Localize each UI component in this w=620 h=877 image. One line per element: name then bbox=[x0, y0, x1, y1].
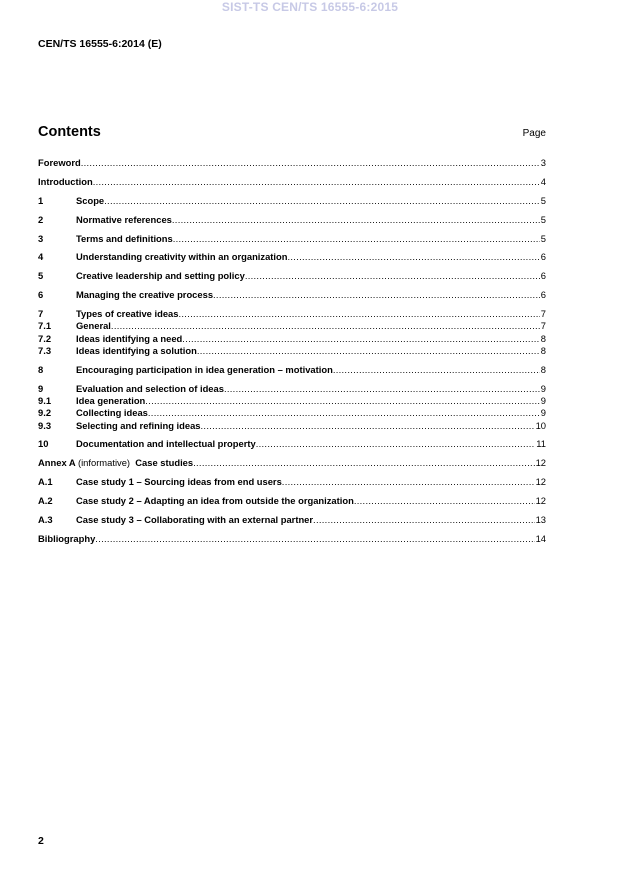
toc-number: 5 bbox=[38, 270, 44, 281]
toc-entry-7-1[interactable] bbox=[38, 320, 546, 332]
toc-title: Case study 3 – Collaborating with an external partner bbox=[76, 514, 314, 525]
toc-title: Ideas identifying a solution bbox=[76, 345, 197, 356]
toc-entry-a-2[interactable] bbox=[38, 495, 546, 507]
toc-page: 7 bbox=[540, 308, 546, 319]
page-column-label: Page bbox=[522, 128, 546, 139]
footer-page-number: 2 bbox=[38, 835, 44, 847]
toc-entry-8[interactable] bbox=[38, 364, 546, 376]
toc-title: Idea generation bbox=[76, 395, 146, 406]
toc-page: 8 bbox=[540, 333, 546, 344]
toc-number: 9.3 bbox=[38, 420, 52, 431]
annex-label: Annex A bbox=[38, 457, 76, 468]
toc-leader bbox=[245, 270, 540, 282]
toc-number: 9.2 bbox=[38, 407, 52, 418]
toc-title: Collecting ideas bbox=[76, 407, 148, 418]
toc-leader bbox=[95, 533, 534, 545]
toc-title: Normative references bbox=[76, 214, 172, 225]
toc-title: Terms and definitions bbox=[76, 233, 173, 244]
toc-leader bbox=[287, 251, 539, 263]
toc-number: 7.1 bbox=[38, 320, 52, 331]
toc-leader bbox=[333, 364, 540, 376]
toc-number: 9.1 bbox=[38, 395, 52, 406]
toc-page: 9 bbox=[540, 407, 546, 418]
toc-number: 7.2 bbox=[38, 333, 52, 344]
toc-entry-9[interactable] bbox=[38, 383, 546, 395]
toc-leader bbox=[145, 395, 539, 407]
toc-page: 12 bbox=[535, 476, 546, 487]
toc-page: 6 bbox=[540, 270, 546, 281]
toc-number: 8 bbox=[38, 364, 44, 375]
toc-title: Introduction bbox=[38, 176, 93, 187]
toc-entry-a-3[interactable] bbox=[38, 514, 546, 526]
toc-leader bbox=[182, 333, 540, 345]
toc-leader bbox=[282, 476, 535, 488]
toc-page: 5 bbox=[540, 195, 546, 206]
toc-title: Documentation and intellectual property bbox=[76, 438, 256, 449]
toc-title: Scope bbox=[76, 195, 105, 206]
toc-page: 4 bbox=[540, 176, 546, 187]
toc-entry-5[interactable] bbox=[38, 270, 546, 282]
toc-leader bbox=[354, 495, 535, 507]
toc-entry-7-2[interactable] bbox=[38, 333, 546, 345]
toc-entry-9-1[interactable] bbox=[38, 395, 546, 407]
toc-title: Evaluation and selection of ideas bbox=[76, 383, 224, 394]
toc-page: 12 bbox=[535, 495, 546, 506]
toc-entry-1[interactable] bbox=[38, 195, 546, 207]
toc-entry-annex-a[interactable] bbox=[38, 457, 546, 469]
toc-entry-7[interactable] bbox=[38, 308, 546, 320]
contents-title: Contents bbox=[38, 124, 101, 140]
toc-number: 4 bbox=[38, 251, 44, 262]
document-id: CEN/TS 16555-6:2014 (E) bbox=[38, 38, 162, 50]
toc-number: 6 bbox=[38, 289, 44, 300]
toc-entry-foreword[interactable] bbox=[38, 157, 546, 169]
toc-entry-10[interactable] bbox=[38, 438, 546, 450]
toc-title: Encouraging participation in idea generation – motivation bbox=[76, 364, 333, 375]
toc-entry-9-3[interactable] bbox=[38, 420, 546, 432]
toc-leader bbox=[201, 420, 535, 432]
annex-note: (informative) bbox=[77, 457, 131, 468]
toc-entry-3[interactable] bbox=[38, 233, 546, 245]
toc-number: 7.3 bbox=[38, 345, 52, 356]
toc-leader bbox=[256, 438, 536, 450]
toc-page: 5 bbox=[540, 233, 546, 244]
toc-title: Case study 2 – Adapting an idea from outside the organization bbox=[76, 495, 354, 506]
toc-page: 10 bbox=[535, 420, 546, 431]
toc-number: 7 bbox=[38, 308, 44, 319]
toc-page: 8 bbox=[540, 364, 546, 375]
toc-entry-2[interactable] bbox=[38, 214, 546, 226]
toc-entry-9-2[interactable] bbox=[38, 407, 546, 419]
toc-entry-6[interactable] bbox=[38, 289, 546, 301]
toc-title: Creative leadership and setting policy bbox=[76, 270, 245, 281]
toc-title: Ideas identifying a need bbox=[76, 333, 183, 344]
toc-page: 8 bbox=[540, 345, 546, 356]
toc-title: Foreword bbox=[38, 157, 81, 168]
toc-leader bbox=[104, 195, 540, 207]
toc-title: Managing the creative process bbox=[76, 289, 214, 300]
toc-number: 3 bbox=[38, 233, 44, 244]
toc-leader bbox=[313, 514, 535, 526]
toc-page: 9 bbox=[540, 383, 546, 394]
toc-page: 14 bbox=[535, 533, 546, 544]
toc-title: Understanding creativity within an organization bbox=[76, 251, 288, 262]
toc-leader bbox=[173, 233, 540, 245]
toc-number: 2 bbox=[38, 214, 44, 225]
toc-number: 9 bbox=[38, 383, 44, 394]
toc-leader bbox=[197, 345, 540, 357]
toc-leader bbox=[178, 308, 539, 320]
toc-title: Case study 1 – Sourcing ideas from end users bbox=[76, 476, 282, 487]
toc-number: A.3 bbox=[38, 514, 53, 525]
toc-entry-introduction[interactable] bbox=[38, 176, 546, 188]
toc-number: A.1 bbox=[38, 476, 53, 487]
toc-entry-4[interactable] bbox=[38, 251, 546, 263]
toc-leader bbox=[93, 176, 540, 188]
toc-number: 1 bbox=[38, 195, 44, 206]
toc-leader bbox=[193, 457, 534, 469]
toc-entry-bibliography[interactable] bbox=[38, 533, 546, 545]
toc-leader bbox=[224, 383, 540, 395]
toc-page: 12 bbox=[535, 457, 546, 468]
toc-title: Bibliography bbox=[38, 533, 96, 544]
toc-title: General bbox=[76, 320, 111, 331]
toc-entry-a-1[interactable] bbox=[38, 476, 546, 488]
toc-number: A.2 bbox=[38, 495, 53, 506]
toc-leader bbox=[148, 407, 540, 419]
toc-number: 10 bbox=[38, 438, 49, 449]
toc-page: 11 bbox=[536, 438, 546, 449]
toc-leader bbox=[81, 157, 540, 169]
toc-leader bbox=[172, 214, 540, 226]
toc-leader bbox=[213, 289, 540, 301]
annex-title: Case studies bbox=[135, 457, 194, 468]
toc-page: 7 bbox=[540, 320, 546, 331]
toc-page: 5 bbox=[540, 214, 546, 225]
toc-title: Types of creative ideas bbox=[76, 308, 179, 319]
toc-page: 3 bbox=[540, 157, 546, 168]
toc-page: 6 bbox=[540, 251, 546, 262]
toc-page: 13 bbox=[535, 514, 546, 525]
toc-page: 6 bbox=[540, 289, 546, 300]
toc-page: 9 bbox=[540, 395, 546, 406]
toc-leader bbox=[111, 320, 540, 332]
watermark: SIST-TS CEN/TS 16555-6:2015 bbox=[221, 0, 399, 14]
toc-title: Selecting and refining ideas bbox=[76, 420, 201, 431]
toc-title bbox=[38, 457, 193, 469]
toc-entry-7-3[interactable] bbox=[38, 345, 546, 357]
